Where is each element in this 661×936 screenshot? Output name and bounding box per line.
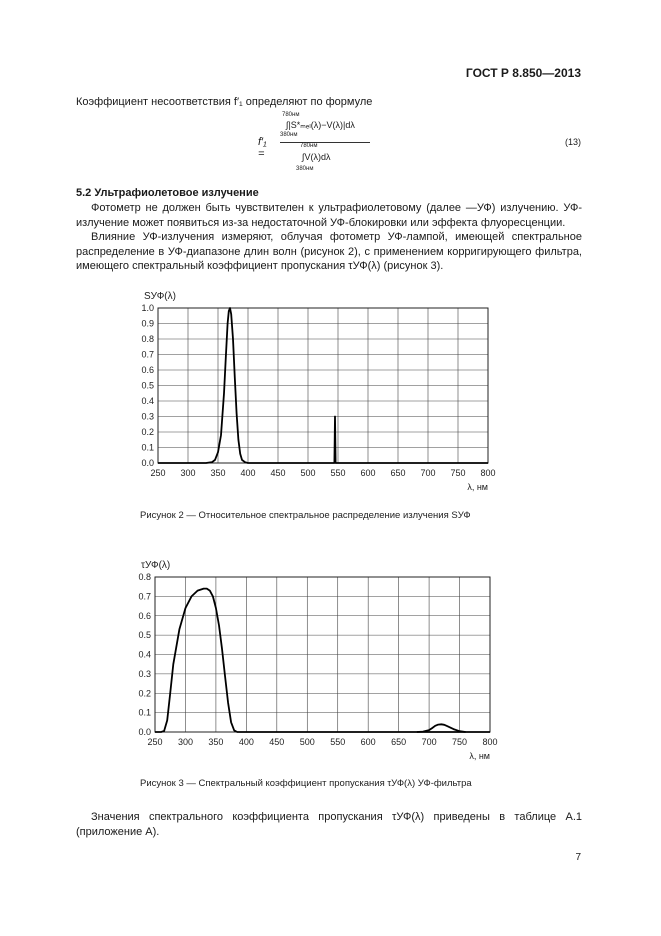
x-tick-label: 400	[240, 468, 256, 478]
y-tick-label: 0.1	[141, 442, 154, 453]
formula-den-upper: 780нм	[300, 143, 318, 149]
y-axis-label: SУФ(λ)	[144, 291, 176, 302]
x-tick-label: 700	[420, 468, 436, 478]
x-tick-label: 300	[180, 468, 196, 478]
figure-2-caption: Рисунок 2 — Относительное спектральное распределение излучения SУФ	[140, 510, 471, 521]
x-tick-label: 250	[150, 468, 166, 478]
y-tick-label: 0.8	[138, 572, 151, 582]
y-tick-label: 0.2	[141, 427, 154, 437]
x-tick-label: 600	[360, 737, 376, 747]
x-tick-label: 750	[452, 737, 468, 747]
formula-lhs: f′₁ =	[258, 136, 267, 160]
chart-uv-filter-transmittance	[115, 555, 500, 765]
formula-den-lower: 380нм	[296, 166, 314, 172]
x-tick-label: 750	[450, 468, 466, 478]
x-tick-label: 300	[177, 737, 193, 747]
x-axis-label: λ, нм	[467, 482, 488, 492]
y-tick-label: 0.7	[141, 349, 154, 360]
y-tick-label: 0.0	[138, 727, 151, 737]
y-tick-label: 0.5	[138, 630, 151, 641]
section-title: Ультрафиолетовое излучение	[94, 187, 259, 199]
chart-uv-spectral-distribution	[120, 285, 500, 495]
x-tick-label: 250	[147, 737, 163, 747]
paragraph-2: Влияние УФ-излучения измеряют, облучая фотометр УФ-лампой, имеющей спектральное распределение в УФ-диапазоне длин волн (рисунок 2), с применением корригирующего фильтра, имеющего спектральный коэффициент пропускания τУФ(λ) (рисунок 3).	[76, 231, 582, 272]
section-heading	[76, 187, 259, 199]
y-tick-label: 0.4	[141, 396, 154, 406]
x-tick-label: 700	[421, 737, 437, 747]
x-tick-label: 650	[390, 468, 406, 478]
y-tick-label: 0.4	[138, 649, 151, 660]
x-tick-label: 350	[208, 737, 224, 747]
x-tick-label: 450	[269, 737, 285, 747]
document-header: ГОСТ Р 8.850—2013	[465, 66, 581, 80]
y-tick-label: 0.2	[138, 688, 151, 699]
y-tick-label: 0.6	[138, 610, 151, 621]
x-tick-label: 450	[270, 468, 286, 478]
y-axis-label: τУФ(λ)	[141, 560, 171, 571]
formula-intro: Коэффициент несоответствия f′₁ определяют по формуле	[76, 96, 373, 108]
fraction-bar	[280, 142, 370, 143]
x-tick-label: 500	[300, 468, 316, 478]
y-tick-label: 0.5	[141, 380, 154, 391]
plot-area	[138, 560, 497, 761]
y-tick-label: 0.7	[138, 591, 151, 602]
y-tick-label: 0.6	[141, 365, 154, 375]
x-tick-label: 350	[210, 468, 226, 478]
y-tick-label: 0.9	[141, 318, 154, 329]
x-tick-label: 400	[238, 737, 254, 747]
y-tick-label: 0.3	[141, 411, 154, 422]
series-line-1	[417, 724, 466, 732]
paragraph-3: Значения спектрального коэффициента пропускания τУФ(λ) приведены в таблице А.1 (приложение А).	[76, 811, 582, 838]
x-tick-label: 650	[391, 737, 407, 747]
y-tick-label: 1.0	[141, 303, 154, 313]
y-tick-label: 0.8	[141, 334, 154, 344]
series-line-0	[155, 589, 490, 732]
y-tick-label: 0.1	[138, 707, 151, 718]
section-number: 5.2	[76, 187, 92, 199]
x-tick-label: 800	[480, 468, 496, 478]
page-number: 7	[575, 852, 581, 863]
formula-denominator: ∫V(λ)dλ	[302, 152, 331, 162]
x-tick-label: 600	[360, 468, 376, 478]
formula-num-lower: 380нм	[280, 132, 298, 138]
formula-numerator: ∫|S*ₘₑₗ(λ)−V(λ)|dλ	[286, 120, 355, 130]
y-tick-label: 0.3	[138, 668, 151, 679]
x-tick-label: 800	[482, 737, 498, 747]
formula-number: (13)	[564, 137, 581, 147]
x-axis-label: λ, нм	[469, 751, 490, 761]
paragraph-1: Фотометр не должен быть чувствителен к ультрафиолетовому (далее —УФ) излучению. УФ-излучение может появиться из-за недостаточной УФ-блокировки или эффекта флуоресценции.	[76, 202, 582, 229]
y-tick-label: 0.0	[141, 458, 154, 468]
x-tick-label: 550	[330, 737, 346, 747]
x-tick-label: 550	[330, 468, 346, 478]
formula-num-upper: 780нм	[282, 112, 300, 118]
x-tick-label: 500	[299, 737, 315, 747]
plot-area	[141, 291, 495, 492]
figure-3-caption: Рисунок 3 — Спектральный коэффициент пропускания τУФ(λ) УФ-фильтра	[140, 778, 472, 789]
